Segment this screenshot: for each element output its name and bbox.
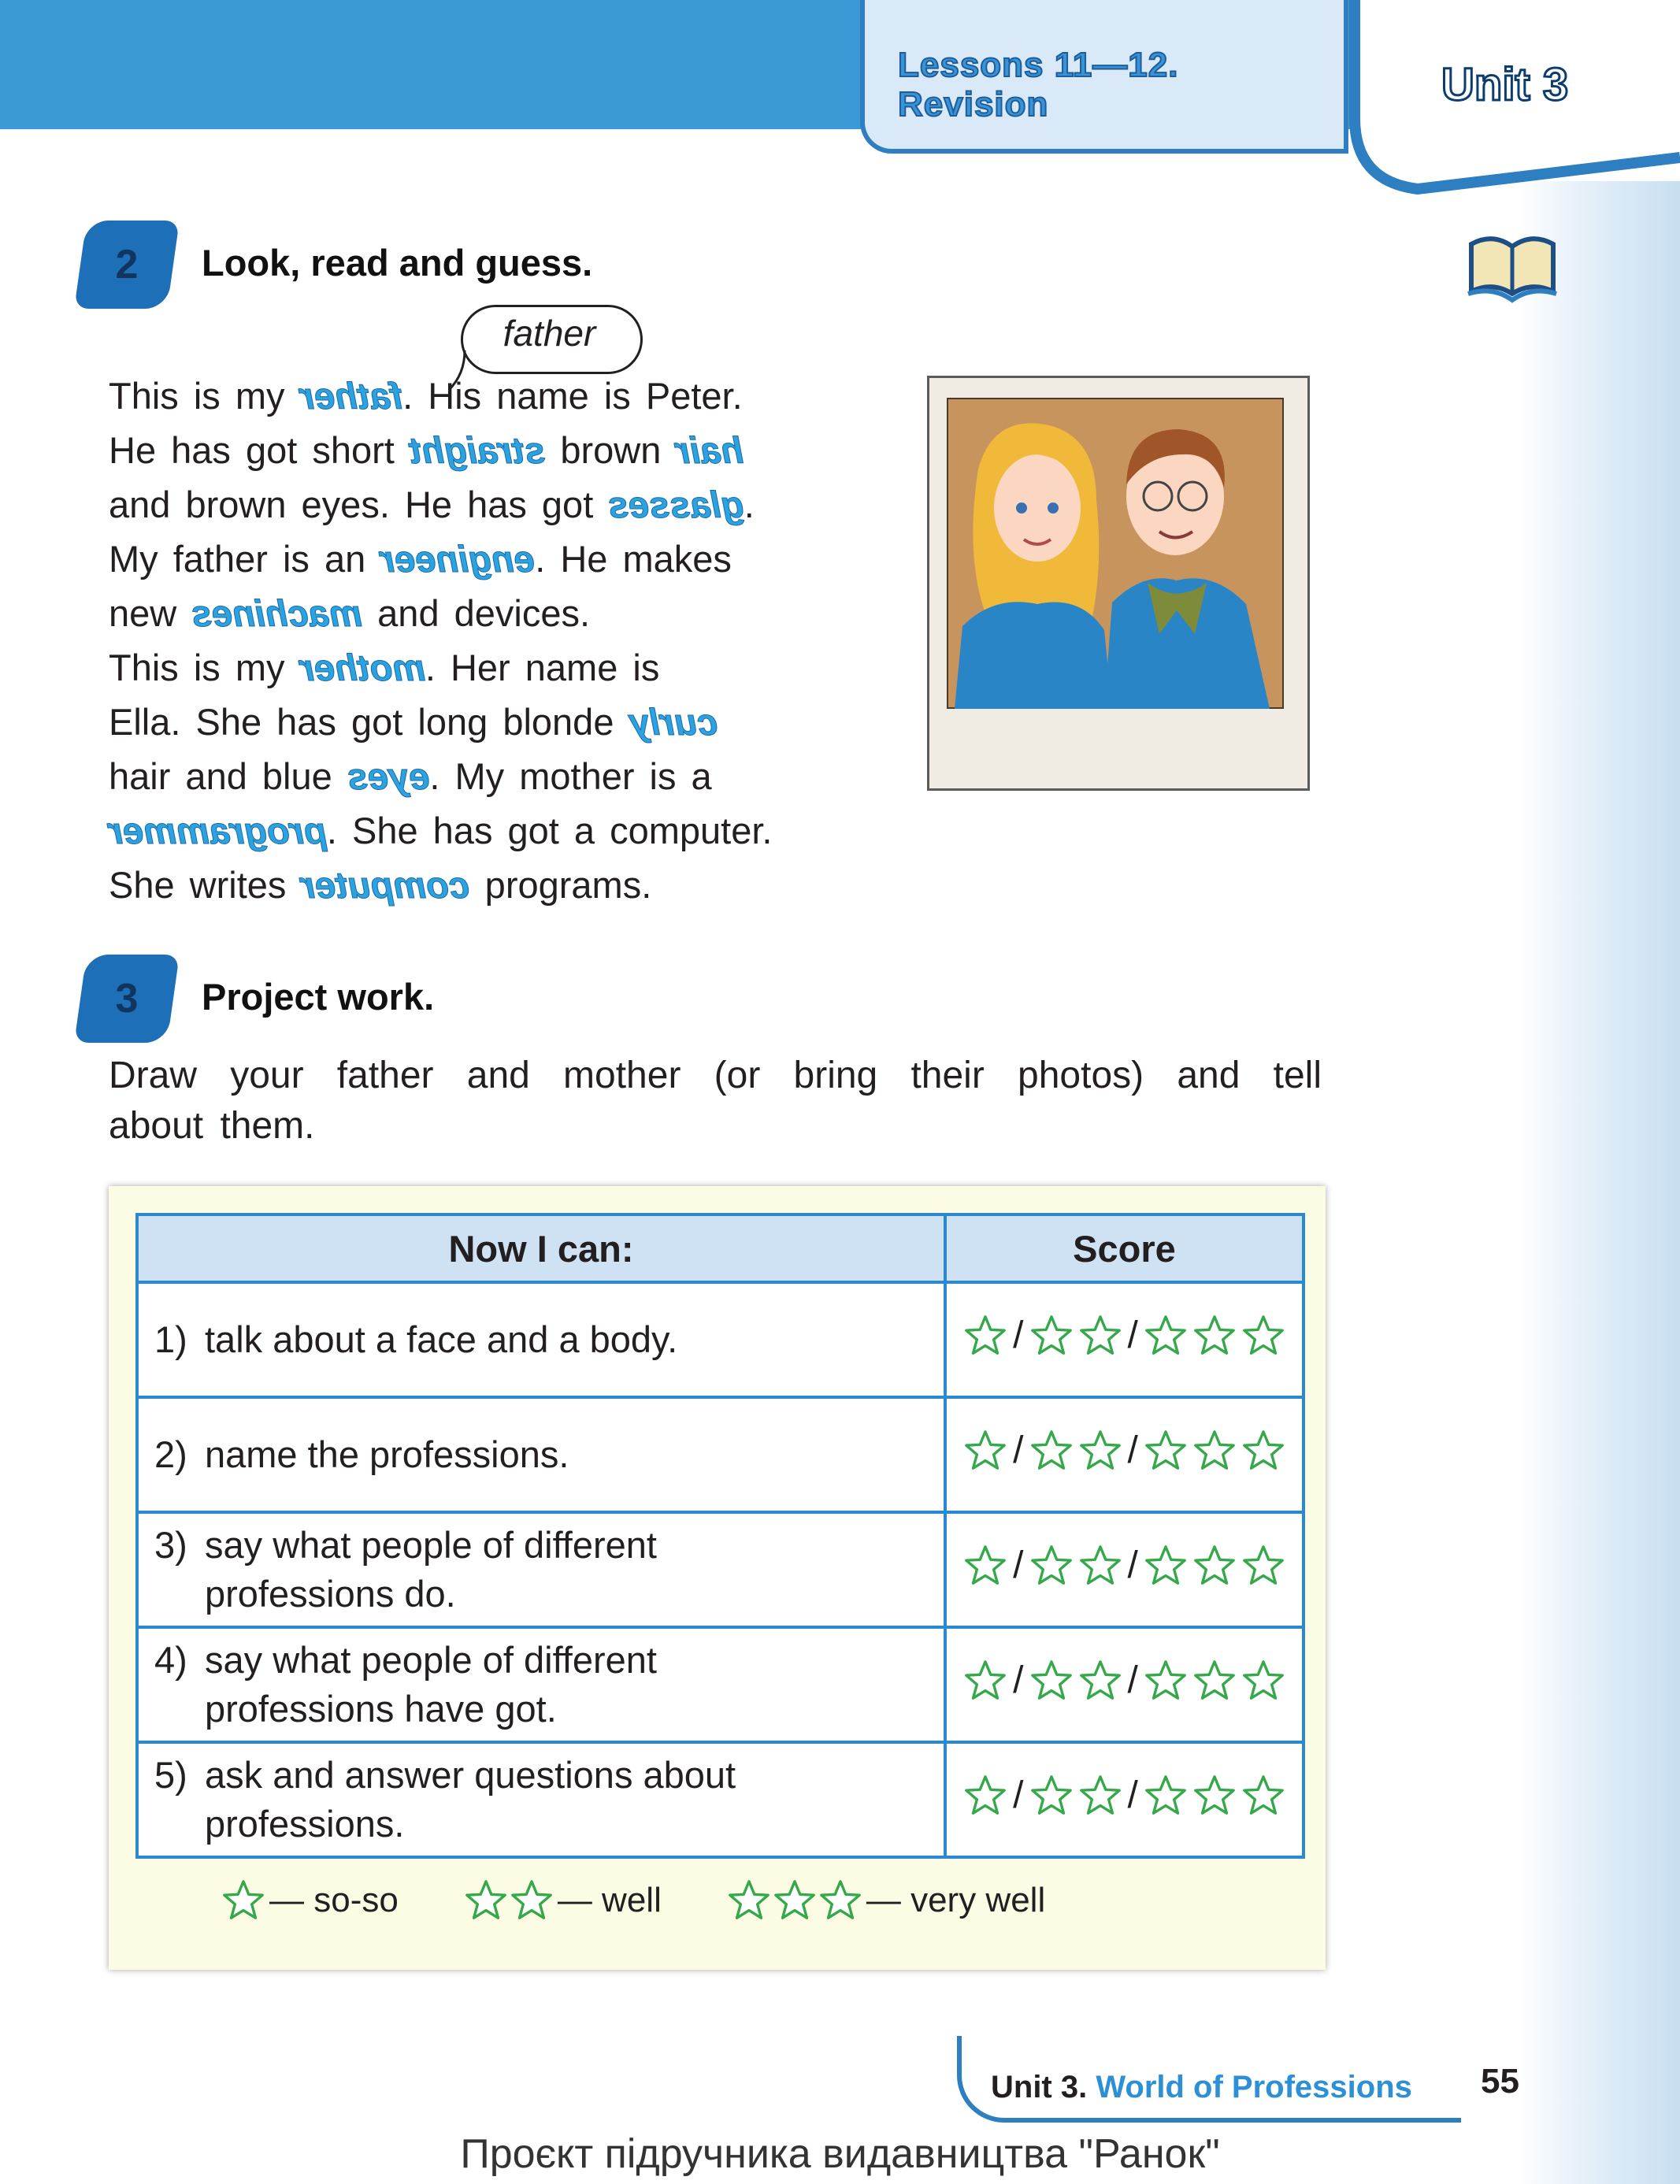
table-row: [137, 1627, 1304, 1742]
text-segment: She writes: [109, 864, 302, 906]
exercise-2-title: Look, read and guess.: [202, 242, 593, 284]
skill-text-line: professions.: [205, 1803, 405, 1845]
star-icon: [962, 1313, 1008, 1359]
score-cell[interactable]: / /: [945, 1627, 1304, 1742]
text-segment: and brown eyes. He has got: [109, 484, 609, 525]
text-line: [109, 477, 772, 532]
text-line: [109, 858, 772, 912]
text-segment: and devices.: [362, 592, 591, 634]
star-icon: [1192, 1543, 1237, 1589]
skill-number: 2): [154, 1433, 187, 1475]
score-legend: [221, 1878, 1045, 1923]
mirrored-word: machines: [191, 592, 363, 634]
mirrored-word: glasses: [608, 484, 744, 525]
text-segment: . She has got a computer.: [326, 810, 773, 851]
star-icon: [1143, 1313, 1189, 1359]
family-photo-image: [947, 398, 1284, 709]
star-icon: [1077, 1773, 1123, 1819]
page-number: 55: [1481, 2062, 1519, 2101]
skill-text: [205, 1521, 657, 1619]
skill-text: [205, 1430, 569, 1479]
mirrored-word: hair: [676, 429, 744, 471]
skill-cell: [137, 1397, 945, 1512]
lessons-label: Lessons 11—12. Revision: [898, 46, 1179, 124]
text-line: [109, 749, 772, 803]
skill-number: 5): [154, 1754, 187, 1796]
text-segment: This is my: [109, 647, 300, 688]
legend-three-stars: [726, 1878, 1045, 1923]
text-segment: . His name is Peter.: [402, 375, 743, 417]
footer-section-title: World of Professions: [1096, 2070, 1412, 2104]
star-icon: [463, 1878, 509, 1923]
self-assessment-table: [135, 1213, 1305, 1859]
legend-very-well-label: — very well: [866, 1881, 1046, 1919]
star-icon: [818, 1878, 863, 1923]
text-line: [109, 640, 772, 695]
table-row: [137, 1397, 1304, 1512]
star-icon: [1077, 1428, 1123, 1474]
star-icon: [1241, 1773, 1286, 1819]
text-segment: This is my: [109, 375, 300, 417]
mirrored-word: eyes: [347, 755, 430, 797]
star-icon: [1029, 1428, 1074, 1474]
exercise-3-title: Project work.: [202, 976, 435, 1018]
text-line: [109, 803, 772, 858]
skill-text: [205, 1636, 657, 1733]
skill-number: 3): [154, 1524, 187, 1566]
exercise-number-2: 2: [74, 221, 180, 309]
open-book-icon: [1465, 224, 1559, 311]
star-icon: [1241, 1428, 1286, 1474]
skill-text: [205, 1751, 736, 1848]
column-header-now-i-can: Now I can:: [137, 1214, 945, 1282]
column-header-score: Score: [945, 1214, 1304, 1282]
text-segment: My father is an: [109, 538, 381, 580]
score-cell[interactable]: / /: [945, 1282, 1304, 1397]
table-row: [137, 1742, 1304, 1857]
legend-well-label: — well: [557, 1881, 662, 1919]
star-icon: [1029, 1313, 1074, 1359]
star-icon: [1241, 1543, 1286, 1589]
score-cell[interactable]: / /: [945, 1512, 1304, 1627]
skill-cell: [137, 1512, 945, 1627]
skill-text: [205, 1315, 677, 1364]
text-segment: Ella. She has got long blonde: [109, 701, 629, 743]
text-line: [109, 695, 772, 749]
star-icon: [1192, 1658, 1237, 1704]
star-icon: [1029, 1773, 1074, 1819]
star-icon: [1143, 1658, 1189, 1704]
page-side-stripe: [1516, 181, 1680, 2184]
text-segment: programs.: [469, 864, 652, 906]
skill-cell: [137, 1627, 945, 1742]
text-segment: . My mother is a: [429, 755, 712, 797]
score-cell[interactable]: / /: [945, 1742, 1304, 1857]
text-segment: .: [744, 484, 755, 525]
mirrored-word: mother: [299, 647, 425, 688]
star-icon: [1143, 1773, 1189, 1819]
text-segment: . Her name is: [425, 647, 660, 688]
star-icon: [1192, 1773, 1237, 1819]
star-icon: [1077, 1313, 1123, 1359]
text-segment: . He makes: [535, 538, 732, 580]
star-icon: [1192, 1428, 1237, 1474]
mirrored-word: programmer: [109, 810, 327, 851]
table-row: [137, 1512, 1304, 1627]
star-icon: [1029, 1658, 1074, 1704]
legend-two-stars: [463, 1878, 662, 1923]
star-icon: [221, 1878, 266, 1923]
star-icon: [1029, 1543, 1074, 1589]
project-text-line-2: about them.: [109, 1105, 315, 1147]
text-segment: brown: [545, 429, 677, 471]
star-icon: [962, 1428, 1008, 1474]
skill-text-line: say what people of different: [205, 1524, 657, 1566]
skill-text-line: professions do.: [205, 1573, 456, 1615]
star-icon: [1143, 1543, 1189, 1589]
text-line: [109, 423, 772, 477]
star-icon: [509, 1878, 554, 1923]
mirrored-word: engineer: [380, 538, 536, 580]
footer-unit-label: Unit 3.: [991, 2070, 1088, 2104]
skill-cell: [137, 1742, 945, 1857]
star-icon: [1241, 1313, 1286, 1359]
score-cell[interactable]: / /: [945, 1397, 1304, 1512]
publisher-note: Проєкт підручника видавництва "Ранок": [460, 2131, 1220, 2177]
mirrored-word: curly: [629, 701, 718, 743]
skill-text-line: name the professions.: [205, 1433, 569, 1475]
star-icon: [726, 1878, 772, 1923]
skill-text-line: say what people of different: [205, 1639, 657, 1681]
star-icon: [962, 1543, 1008, 1589]
mirrored-word: father: [299, 375, 403, 417]
star-icon: [772, 1878, 818, 1923]
exercise-number-3: 3: [74, 955, 180, 1043]
text-segment: hair and blue: [109, 755, 347, 797]
table-row: [137, 1282, 1304, 1397]
text-line: [109, 369, 772, 423]
star-icon: [962, 1773, 1008, 1819]
text-line: [109, 586, 772, 640]
star-icon: [962, 1658, 1008, 1704]
skill-cell: [137, 1282, 945, 1397]
skill-text-line: professions have got.: [205, 1688, 557, 1730]
text-segment: He has got short: [109, 429, 410, 471]
skill-number: 4): [154, 1639, 187, 1681]
unit-label: Unit 3: [1441, 59, 1569, 110]
project-text-line-1: Draw your father and mother (or bring their photos) and tell: [109, 1055, 1322, 1096]
star-icon: [1077, 1543, 1123, 1589]
star-icon: [1192, 1313, 1237, 1359]
exercise-2-text: [109, 369, 772, 912]
skill-text-line: talk about a face and a body.: [205, 1318, 678, 1360]
skill-text-line: ask and answer questions about: [205, 1754, 736, 1796]
star-icon: [1077, 1658, 1123, 1704]
legend-one-star: [221, 1878, 399, 1923]
mirrored-word: straight: [409, 429, 546, 471]
text-line: [109, 532, 772, 586]
skill-number: 1): [154, 1318, 187, 1360]
speech-bubble-text: father: [503, 313, 596, 354]
mirrored-word: computer: [301, 864, 470, 906]
text-segment: new: [109, 592, 192, 634]
star-icon: [1241, 1658, 1286, 1704]
star-icon: [1143, 1428, 1189, 1474]
footer-unit-title: [991, 2070, 1412, 2105]
legend-soso-label: — so-so: [269, 1881, 399, 1919]
